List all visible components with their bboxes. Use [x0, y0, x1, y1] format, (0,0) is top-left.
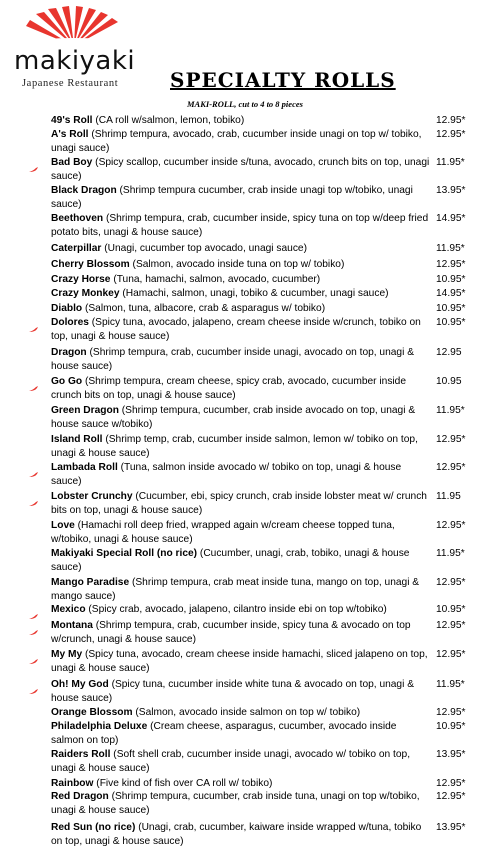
menu-item-ingredients: (Salmon, avocado inside salmon on top w/ tobiko)	[135, 707, 361, 718]
menu-item-name: Beethoven	[51, 213, 104, 224]
menu-item-ingredients: (Spicy crab, avocado, jalapeno, cilantro inside ebi on top w/tobiko)	[88, 604, 387, 615]
menu-item-ingredients: (Unagi, crab, cucumber, kaiware inside wrapped w/tuna, tobiko on top, unagi & house sauce)	[51, 822, 422, 847]
menu-item-price: 11.95*	[436, 243, 465, 254]
menu-item-ingredients: (Shrimp tempura, crab meat inside tuna, mango on top, unagi & mango sauce)	[51, 577, 420, 602]
menu-item-price: 12.95*	[436, 520, 466, 531]
menu-item-price: 10.95*	[436, 274, 466, 285]
menu-item-name: Raiders Roll	[51, 749, 111, 760]
menu-item-price: 12.95*	[436, 434, 466, 445]
menu-item-ingredients: (Shrimp tempura, avocado, crab, cucumber inside unagi on top w/ tobiko, unagi sauce)	[51, 129, 422, 154]
chili-pepper-icon	[29, 471, 39, 478]
menu-item-description	[51, 212, 431, 240]
chili-pepper-icon	[29, 613, 39, 620]
menu-item-name: Red Dragon	[51, 791, 109, 802]
menu-item-price: 14.95*	[436, 213, 466, 224]
menu-item-name: Orange Blossom	[51, 707, 133, 718]
menu-item-ingredients: (Cucumber, unagi, crab, tobiko, unagi & house sauce)	[51, 548, 410, 573]
menu-item-ingredients: (Spicy tuna, avocado, jalapeno, cream cheese inside w/crunch, tobiko on top, unagi & house sauce)	[51, 317, 421, 342]
menu-item-price: 12.95*	[436, 620, 466, 631]
menu-item-name: Love	[51, 520, 75, 531]
menu-item-name: Cherry Blossom	[51, 259, 130, 270]
menu-item-price: 11.95*	[436, 679, 465, 690]
menu-item-price: 11.95	[436, 491, 461, 502]
menu-item-description	[51, 603, 431, 617]
menu-item-name: 49's Roll	[51, 115, 93, 126]
menu-item-description	[51, 258, 431, 272]
brand-tagline: Japanese Restaurant	[22, 78, 119, 89]
menu-item-ingredients: (Salmon, avocado inside tuna on top w/ tobiko)	[132, 259, 345, 270]
menu-item-name: Island Roll	[51, 434, 103, 445]
menu-item-description	[51, 375, 431, 403]
menu-item-price: 10.95*	[436, 721, 466, 732]
menu-item-ingredients: (Tuna, hamachi, salmon, avocado, cucumber)	[113, 274, 321, 285]
menu-item-description	[51, 821, 431, 849]
menu-item-name: Lambada Roll	[51, 462, 118, 473]
menu-item-description	[51, 547, 431, 575]
chili-pepper-icon	[29, 658, 39, 665]
menu-item-description	[51, 287, 431, 301]
menu-item-name: Oh! My God	[51, 679, 109, 690]
menu-item-name: Dragon	[51, 347, 87, 358]
menu-item-name: Black Dragon	[51, 185, 117, 196]
menu-item-name: Go Go	[51, 376, 83, 387]
menu-item-ingredients: (Hamachi roll deep fried, wrapped again w/cream cheese topped tuna, w/tobiko, unagi & house sauce)	[51, 520, 395, 545]
menu-item-ingredients: (Cucumber, ebi, spicy crunch, crab inside lobster meat w/ crunch bits on top, unagi & house sauce)	[51, 491, 427, 516]
menu-item-ingredients: (Shrimp tempura, crab, cucumber inside unagi, avocado on top, unagi & house sauce)	[51, 347, 414, 372]
menu-item-ingredients: (Salmon, tuna, albacore, crab & asparagus w/ tobiko)	[84, 303, 326, 314]
menu-item-price: 10.95*	[436, 317, 466, 328]
menu-item-ingredients: (Shrimp tempura cucumber, crab inside unagi top w/tobiko, unagi sauce)	[51, 185, 413, 210]
menu-item-name: Diablo	[51, 303, 83, 314]
menu-item-description	[51, 790, 431, 818]
menu-item-description	[51, 490, 431, 518]
menu-item-description	[51, 576, 431, 604]
menu-item-price: 12.95*	[436, 577, 466, 588]
chili-pepper-icon	[29, 688, 39, 695]
menu-item-description	[51, 619, 431, 647]
menu-item-name: Bad Boy	[51, 157, 93, 168]
menu-item-name: Lobster Crunchy	[51, 491, 133, 502]
menu-item-ingredients: (Shrimp tempura, crab, cucumber inside, spicy tuna on top w/deep fried potato bits, unagi & house sauce)	[51, 213, 429, 238]
menu-item-description	[51, 720, 431, 748]
menu-item-name: Green Dragon	[51, 405, 119, 416]
chili-pepper-icon	[29, 385, 39, 392]
menu-item-price: 12.95*	[436, 115, 466, 126]
menu-item-name: A's Roll	[51, 129, 89, 140]
menu-item-description	[51, 114, 431, 128]
menu-item-price: 13.95*	[436, 749, 466, 760]
menu-item-description	[51, 706, 431, 720]
menu-item-ingredients: (Spicy tuna, cucumber inside white tuna & avocado on top, unagi & house sauce)	[51, 679, 414, 704]
menu-item-name: Mexico	[51, 604, 86, 615]
page-subtitle: MAKI-ROLL, cut to 4 to 8 pieces	[187, 99, 303, 109]
menu-item-ingredients: (Shrimp tempura, cucumber, crab inside avocado on top, unagi & house sauce w/tobiko)	[51, 405, 416, 430]
menu-item-price: 10.95*	[436, 303, 466, 314]
menu-item-description	[51, 302, 431, 316]
menu-item-price: 13.95*	[436, 822, 466, 833]
menu-item-ingredients: (Soft shell crab, cucumber inside unagi, avocado w/ tobiko on top, unagi & house sauce)	[51, 749, 411, 774]
menu-item-price: 11.95*	[436, 157, 465, 168]
menu-item-ingredients: (Five kind of fish over CA roll w/ tobiko)	[96, 778, 273, 789]
menu-item-price: 10.95*	[436, 604, 466, 615]
menu-item-description	[51, 648, 431, 676]
menu-item-ingredients: (Shrimp tempura, cream cheese, spicy crab, avocado, cucumber inside crunch bits on top, unagi & house sauce)	[51, 376, 407, 401]
menu-item-name: Makiyaki Special Roll (no rice)	[51, 548, 198, 559]
chili-pepper-icon	[29, 629, 39, 636]
menu-item-description	[51, 461, 431, 489]
menu-item-ingredients: (CA roll w/salmon, lemon, tobiko)	[95, 115, 245, 126]
menu-item-name: Red Sun (no rice)	[51, 822, 136, 833]
menu-item-name: Philadelphia Deluxe	[51, 721, 148, 732]
menu-item-price: 12.95*	[436, 707, 466, 718]
chili-pepper-icon	[29, 166, 39, 173]
menu-item-price: 12.95*	[436, 462, 466, 473]
menu-item-description	[51, 273, 431, 287]
menu-item-name: Caterpillar	[51, 243, 102, 254]
menu-item-ingredients: (Cream cheese, asparagus, cucumber, avocado inside salmon on top)	[51, 721, 397, 746]
menu-item-name: Rainbow	[51, 778, 94, 789]
menu-item-name: Crazy Horse	[51, 274, 111, 285]
menu-item-price: 12.95*	[436, 129, 466, 140]
menu-item-price: 14.95*	[436, 288, 466, 299]
menu-item-description	[51, 433, 431, 461]
menu-item-price: 11.95*	[436, 405, 465, 416]
menu-item-ingredients: (Spicy scallop, cucumber inside s/tuna, avocado, crunch bits on top, unagi sauce)	[51, 157, 430, 182]
menu-item-description	[51, 519, 431, 547]
menu-item-name: My My	[51, 649, 83, 660]
menu-item-description	[51, 128, 431, 156]
menu-item-description	[51, 346, 431, 374]
menu-item-price: 11.95*	[436, 548, 465, 559]
menu-item-description	[51, 777, 431, 791]
menu-item-ingredients: (Shrimp temp, crab, cucumber inside salmon, lemon w/ tobiko on top, unagi & house sauce)	[51, 434, 418, 459]
menu-item-price: 13.95*	[436, 185, 466, 196]
menu-item-description	[51, 316, 431, 344]
menu-item-price: 12.95*	[436, 649, 466, 660]
menu-item-ingredients: (Tuna, salmon inside avocado w/ tobiko on top, unagi & house sauce)	[51, 462, 402, 487]
menu-item-name: Dolores	[51, 317, 89, 328]
chili-pepper-icon	[29, 326, 39, 333]
menu-item-name: Crazy Monkey	[51, 288, 120, 299]
menu-item-ingredients: (Shrimp tempura, cucumber, crab inside tuna, unagi on top w/tobiko, unagi & house sauce)	[51, 791, 420, 816]
restaurant-logo	[8, 6, 148, 92]
menu-item-ingredients: (Hamachi, salmon, unagi, tobiko & cucumber, unagi sauce)	[122, 288, 389, 299]
menu-item-price: 10.95	[436, 376, 462, 387]
menu-item-description	[51, 184, 431, 212]
menu-item-price: 12.95*	[436, 791, 466, 802]
brand-name: makiyaki	[14, 46, 136, 76]
menu-item-description	[51, 242, 431, 256]
menu-item-ingredients: (Unagi, cucumber top avocado, unagi sauce)	[104, 243, 307, 254]
menu-item-price: 12.95*	[436, 778, 466, 789]
menu-item-price: 12.95*	[436, 259, 466, 270]
menu-item-description	[51, 156, 431, 184]
menu-item-name: Mango Paradise	[51, 577, 130, 588]
menu-item-description	[51, 678, 431, 706]
menu-item-price: 12.95	[436, 347, 462, 358]
menu-item-description	[51, 404, 431, 432]
menu-item-name: Montana	[51, 620, 93, 631]
menu-item-ingredients: (Shrimp tempura, crab, cucumber inside, spicy tuna & avocado on top w/crunch, unagi & house sauce)	[51, 620, 411, 645]
sunburst-logo-icon	[22, 6, 126, 46]
chili-pepper-icon	[29, 500, 39, 507]
menu-item-ingredients: (Spicy tuna, avocado, cream cheese inside hamachi, sliced jalapeno on top, unagi & house sauce)	[51, 649, 428, 674]
page-title: SPECIALTY ROLLS	[170, 68, 396, 92]
menu-item-description	[51, 748, 431, 776]
